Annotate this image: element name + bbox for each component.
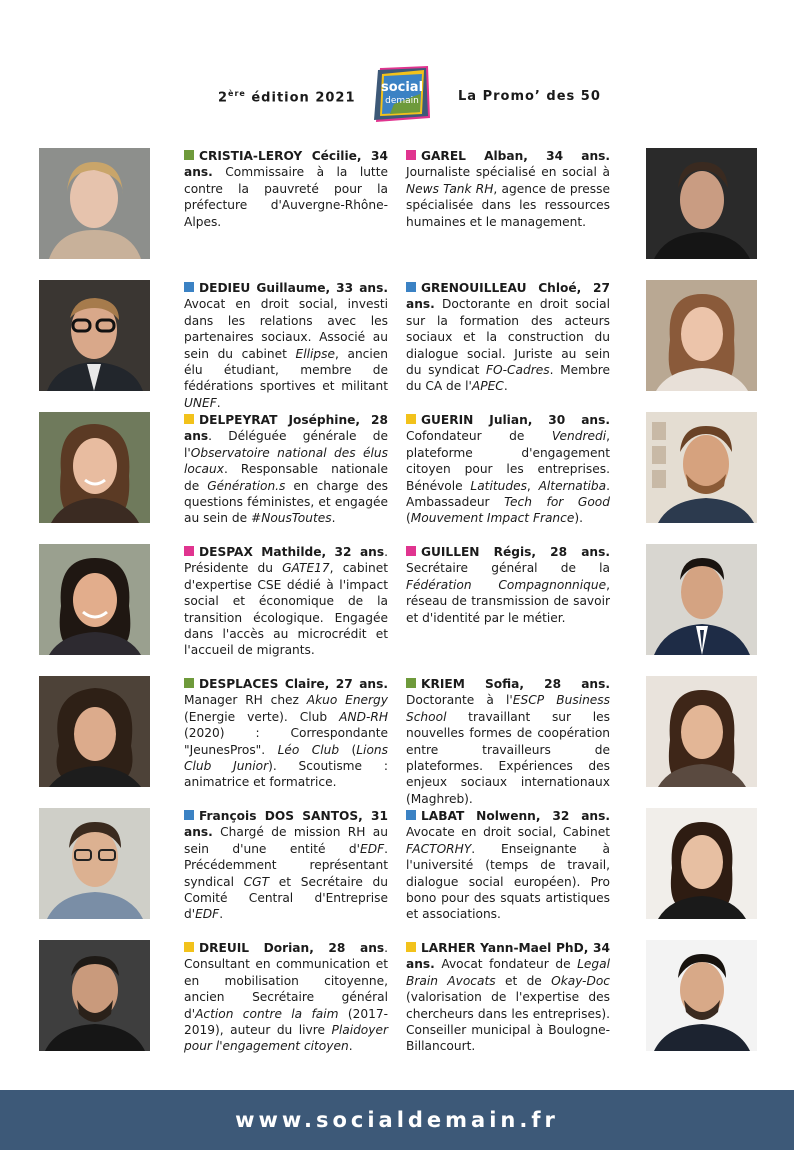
organization-name: AND-RH xyxy=(339,709,388,724)
person-name: CRISTIA-LEROY Cécilie, 34 ans. xyxy=(184,149,388,180)
bio-text: (2017-2019), auteur du livre xyxy=(184,1006,388,1038)
color-square-icon xyxy=(184,414,194,424)
bio-text: Avocate en droit social, Cabinet xyxy=(406,825,610,840)
bio-text: ). xyxy=(574,511,583,526)
bio-text: Manager RH chez xyxy=(184,693,307,708)
organization-name: Observatoire national des élus locaux xyxy=(184,445,388,477)
person-name: François DOS SANTOS, 31 ans. xyxy=(184,809,388,840)
person-name: DESPLACES Claire, 27 ans. xyxy=(199,677,388,691)
profile-entry xyxy=(184,544,388,659)
person-name: DREUIL Dorian, 28 ans xyxy=(199,941,385,955)
organization-name: Lions Club Junior xyxy=(184,742,388,774)
organization-name: Léo Club xyxy=(277,742,340,757)
bio-text: . Déléguée générale de l' xyxy=(184,429,388,460)
bio-text: , ancien élu étudiant, membre de fédérations sportives et militant xyxy=(184,346,388,394)
profile-entry xyxy=(184,148,388,230)
profile-entry xyxy=(406,808,610,923)
profile-entry xyxy=(406,676,610,807)
edition-label: 2ère édition 2021 xyxy=(218,89,356,106)
bio-text: , réseau de transmission de savoir et d'identité par le métier. xyxy=(406,577,610,625)
portrait-photo xyxy=(646,676,757,787)
organization-name: Plaidoyer pour l'engagement citoyen xyxy=(184,1023,388,1054)
bio-text: Avocat fondateur de xyxy=(434,957,578,972)
bio-text: . xyxy=(216,395,221,410)
footer-bar xyxy=(0,1090,794,1150)
portrait-photo xyxy=(39,940,150,1051)
bio-text: , agence de presse spécialisée dans les ressources humaines et le management. xyxy=(406,181,610,229)
organization-name: News Tank RH xyxy=(406,181,494,196)
svg-text:demain: demain xyxy=(385,96,419,106)
portrait-photo xyxy=(646,940,757,1051)
color-square-icon xyxy=(184,546,194,556)
color-square-icon xyxy=(406,810,416,820)
person-name: KRIEM Sofia, 28 ans. xyxy=(421,677,610,691)
bio-text: en charge des questions féministes, et engagée au sein de xyxy=(184,478,388,526)
organization-name: Tech for Good xyxy=(504,495,610,510)
person-name: GUERIN Julian, 30 ans. xyxy=(421,413,610,427)
bio-text: . Responsable nationale de xyxy=(184,462,388,493)
portrait-photo xyxy=(646,148,757,259)
bio-text: (2020) : Correspondante "JeunesPros". xyxy=(184,726,388,757)
organization-name: Legal Brain Avocats xyxy=(406,957,610,988)
bio-text: . xyxy=(348,1039,353,1054)
portrait-photo xyxy=(646,412,757,523)
bio-text: Avocat en droit social, investi dans les relations avec les partenaires sociaux. Associé au sein du cabinet xyxy=(184,297,388,361)
bio-text: . xyxy=(219,907,224,922)
organization-name: Akuo Energy xyxy=(306,693,388,708)
social-demain-logo xyxy=(372,64,432,124)
color-square-icon xyxy=(184,282,194,292)
bio-text: et Secrétaire du Comité Central d'Entreprise d' xyxy=(184,874,388,922)
bio-text: . Précédemment représentant syndical xyxy=(184,841,388,889)
profile-entry xyxy=(184,808,388,923)
profile-entry xyxy=(406,940,610,1055)
bio-text: . Enseignante à l'université (temps de travail, dialogue social européen). Pro bono pour des squats artistiques et associations. xyxy=(406,841,610,922)
color-square-icon xyxy=(406,150,416,160)
bio-text: . Consultant en communication et en mobilisation citoyenne, ancien Secrétaire général d' xyxy=(184,941,388,1021)
bio-text: Cofondateur de xyxy=(406,429,552,444)
profile-entry xyxy=(184,280,388,411)
bio-text: , cabinet d'expertise CSE dédié à l'impact social et économique de la transition écologique. Engagée dans l'accès au microcrédit et l'accueil de migrants. xyxy=(184,561,388,658)
organization-name: EDF xyxy=(195,907,220,922)
organization-name: UNEF xyxy=(184,395,217,410)
color-square-icon xyxy=(406,678,416,688)
color-square-icon xyxy=(406,942,416,952)
person-name: DESPAX Mathilde, 32 ans xyxy=(199,545,385,559)
bio-text: Commissaire à la lutte contre la pauvreté pour la préfecture d'Auvergne-Rhône-Alpes. xyxy=(184,165,388,229)
profile-entry xyxy=(406,412,610,527)
organization-name: ESCP Business School xyxy=(406,693,610,724)
profile-entry xyxy=(406,148,610,230)
organization-name: EDF xyxy=(360,841,385,856)
bio-text: . Présidente du xyxy=(184,545,388,576)
portrait-photo xyxy=(646,808,757,919)
bio-text: travaillant sur les nouvelles formes de coopération entre travailleurs de plateformes. Expériences des enjeux sociaux internationaux (Maghreb). xyxy=(406,709,610,806)
organization-name: Vendredi xyxy=(551,429,607,444)
profile-entry xyxy=(184,940,388,1055)
bio-text: , xyxy=(526,478,539,493)
portrait-photo xyxy=(646,544,757,655)
color-square-icon xyxy=(184,942,194,952)
svg-text:social: social xyxy=(380,80,424,95)
promo-label: La Promo’ des 50 xyxy=(458,89,601,104)
person-name: GUILLEN Régis, 28 ans. xyxy=(421,545,610,559)
organization-name: FO-Cadres xyxy=(486,363,550,378)
bio-text: Doctorante à l' xyxy=(406,693,513,708)
color-square-icon xyxy=(406,546,416,556)
person-name: LARHER Yann-Mael PhD, 34 ans. xyxy=(406,941,610,972)
portrait-photo xyxy=(39,676,150,787)
organization-name: Mouvement Impact France xyxy=(410,511,575,526)
profile-entry xyxy=(406,544,610,626)
person-name: LABAT Nolwenn, 32 ans. xyxy=(421,809,610,823)
profile-entry xyxy=(406,280,610,395)
organization-name: GATE17 xyxy=(282,561,330,576)
organization-name: APEC xyxy=(471,379,504,394)
bio-text: Journaliste spécialisé en social à xyxy=(406,165,610,180)
bio-text: . xyxy=(503,379,508,394)
bio-text: ). Scoutisme : animatrice et formatrice. xyxy=(184,759,388,790)
organization-name: #NousToutes xyxy=(251,511,332,526)
person-name: DEDIEU Guillaume, 33 ans. xyxy=(199,281,388,295)
bio-text: . Ambassadeur xyxy=(406,478,611,510)
color-square-icon xyxy=(184,678,194,688)
portrait-photo xyxy=(646,280,757,391)
color-square-icon xyxy=(406,414,416,424)
profile-entry xyxy=(184,412,388,527)
portrait-photo xyxy=(39,808,150,919)
bio-text: et de xyxy=(495,973,552,988)
organization-name: Okay-Doc xyxy=(551,973,610,988)
bio-text: Doctorante en droit social sur la formation des acteurs sociaux et la construction du dialogue social. Juriste au sein du syndicat xyxy=(406,297,610,378)
profile-entry xyxy=(184,676,388,791)
portrait-photo xyxy=(39,544,150,655)
website-link[interactable]: www.socialdemain.fr xyxy=(235,1108,559,1132)
bio-text: , plateforme d'engagement citoyen pour les entreprises. Bénévole xyxy=(406,429,610,493)
bio-text: . Membre du CA de l' xyxy=(406,363,610,394)
bio-text: Chargé de mission RH au sein d'une entité d' xyxy=(184,825,388,856)
color-square-icon xyxy=(406,282,416,292)
portrait-photo xyxy=(39,412,150,523)
organization-name: CGT xyxy=(243,874,270,889)
person-name: GAREL Alban, 34 ans. xyxy=(421,149,610,163)
bio-text: (valorisation de l'expertise des chercheurs dans les entreprises). Conseiller municipal à Boulogne-Billancourt. xyxy=(406,990,610,1054)
organization-name: Latitudes xyxy=(470,478,527,493)
organization-name: Ellipse xyxy=(295,346,335,361)
person-name: GRENOUILLEAU Chloé, 27 ans. xyxy=(406,281,610,312)
organization-name: Fédération Compagnonnique xyxy=(406,577,607,592)
color-square-icon xyxy=(184,810,194,820)
bio-text: (Energie verte). Club xyxy=(184,709,340,724)
organization-name: Action contre la faim xyxy=(195,1006,339,1021)
color-square-icon xyxy=(184,150,194,160)
person-name: DELPEYRAT Joséphine, 28 ans xyxy=(184,413,388,444)
bio-text: . xyxy=(331,511,336,526)
bio-text: ( xyxy=(339,742,357,757)
organization-name: Alternatiba xyxy=(538,478,607,493)
organization-name: FACTORHY xyxy=(406,841,472,856)
portrait-photo xyxy=(39,148,150,259)
bio-text: Secrétaire général de la xyxy=(406,561,610,576)
organization-name: Génération.s xyxy=(207,478,286,493)
bio-text: ( xyxy=(406,511,411,526)
portrait-photo xyxy=(39,280,150,391)
